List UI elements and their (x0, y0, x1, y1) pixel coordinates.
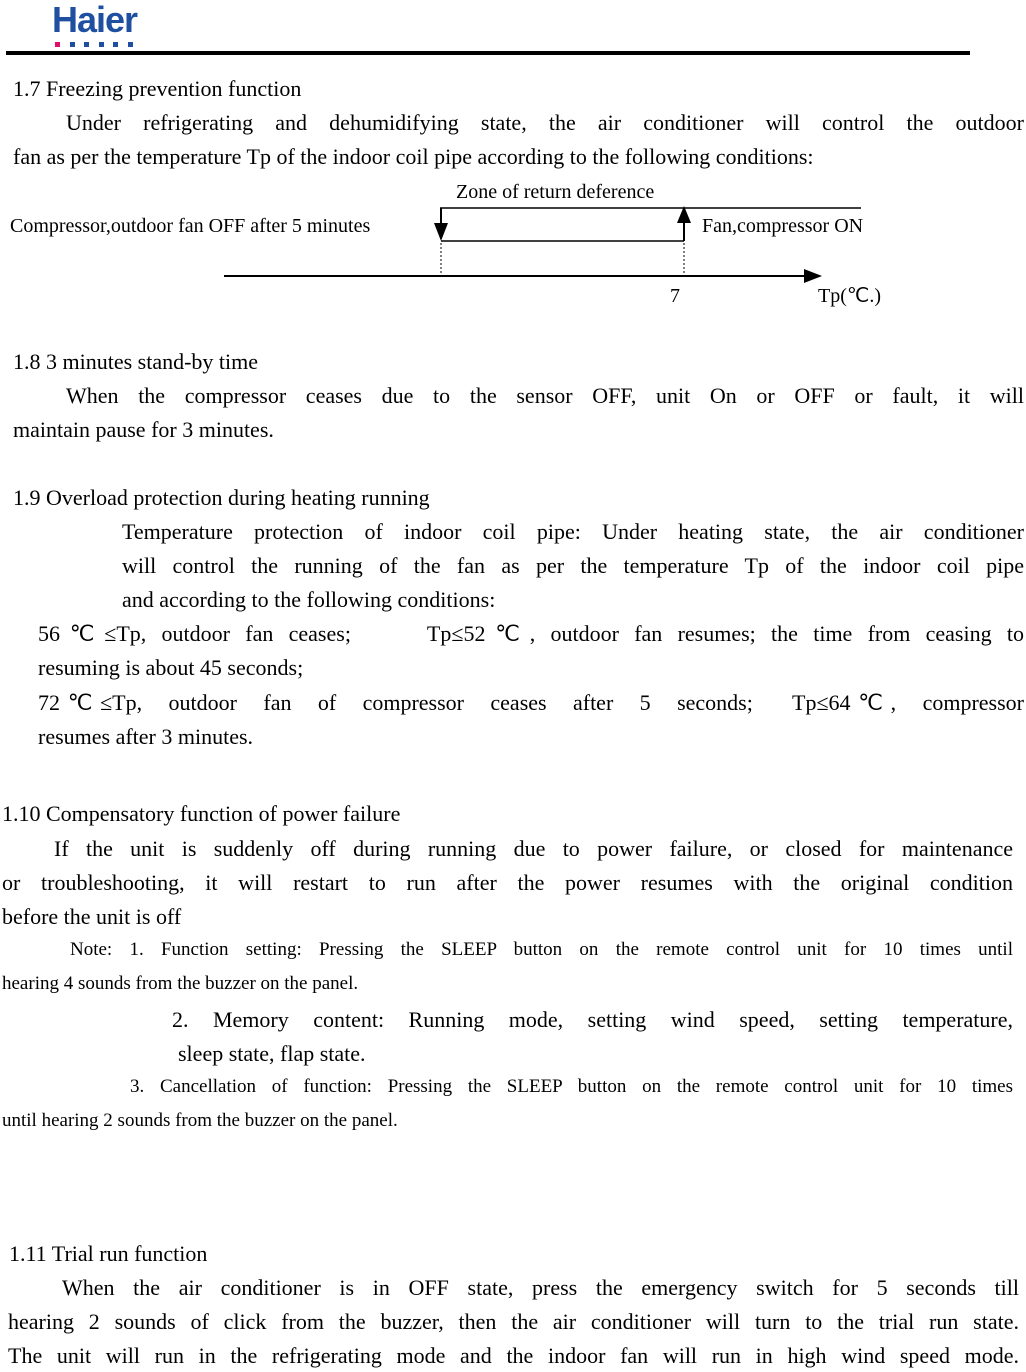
section-1-7-text-line: Under refrigerating and dehumidifying state, the air conditioner will control the outdoor (66, 110, 1024, 135)
note-1-line: Note: 1. Function setting: Pressing the SLEEP button on the remote control unit for 10 times until (70, 939, 1013, 960)
brand-dot (113, 42, 118, 47)
zone-label: Zone of return deference (456, 181, 655, 203)
section-1-10-text-line: If the unit is suddenly off during running due to power failure, or closed for maintenance (54, 836, 1013, 861)
section-1-11-text-line: The unit will run in the refrigerating mode and the indoor fan will run in high wind speed mode. (8, 1343, 1019, 1368)
section-1-8-text-line: maintain pause for 3 minutes. (13, 417, 274, 442)
header-rule (6, 51, 970, 55)
on-label: Fan,compressor ON (702, 215, 864, 237)
tp-axis-arrow (804, 269, 822, 283)
section-1-9-text-line: Temperature protection of indoor coil pipe: Under heating state, the air conditioner (122, 519, 1024, 544)
section-1-9-condition-line: 56℃≤Tp, outdoor fan ceases; Tp≤52℃, outdoor fan resumes; the time from ceasing to (38, 621, 1024, 646)
section-1-9-condition-line: resumes after 3 minutes. (38, 724, 254, 749)
brand-dot (55, 42, 60, 47)
brand-logo (52, 2, 137, 47)
brand-dots (55, 42, 137, 47)
section-1-8-text-line: When the compressor ceases due to the sensor OFF, unit On or OFF or fault, it will (66, 383, 1024, 408)
section-1-9-title: 1.9 Overload protection during heating running (13, 485, 430, 510)
threshold-label: 7 (670, 285, 680, 307)
section-1-9-text-line: and according to the following conditions: (122, 587, 496, 612)
section-1-9-condition-line: resuming is about 45 seconds; (38, 655, 304, 680)
section-1-11-text-line: hearing 2 sounds of click from the buzzer, then the air conditioner will turn to the trial run state. (8, 1309, 1019, 1334)
note-2-line: 2. Memory content: Running mode, setting wind speed, setting temperature, (172, 1007, 1013, 1032)
off-label: Compressor,outdoor fan OFF after 5 minutes (10, 215, 371, 237)
section-1-11-title: 1.11 Trial run function (9, 1241, 208, 1266)
brand-dot (84, 42, 89, 47)
section-1-7-text-line: fan as per the temperature Tp of the indoor coil pipe according to the following conditions: (13, 144, 814, 169)
section-1-10-text-line: or troubleshooting, it will restart to run after the power resumes with the original condition (2, 870, 1013, 895)
off-arrow-head (434, 223, 448, 241)
section-1-10-title: 1.10 Compensatory function of power failure (2, 801, 401, 826)
section-1-10-text-line: before the unit is off (2, 904, 182, 929)
section-1-11-text-line: When the air conditioner is in OFF state, press the emergency switch for 5 seconds till (62, 1275, 1019, 1300)
freezing-prevention-diagram (0, 175, 1026, 315)
section-1-9-condition-line: 72℃≤Tp, outdoor fan of compressor ceases after 5 seconds; Tp≤64℃, compressor (38, 690, 1024, 715)
section-1-9-text-line: will control the running of the fan as per the temperature Tp of the indoor coil pipe (122, 553, 1024, 578)
note-2-line: sleep state, flap state. (178, 1041, 366, 1066)
note-3-line: 3. Cancellation of function: Pressing the SLEEP button on the remote control unit for 10 times (130, 1076, 1013, 1097)
section-1-7-title: 1.7 Freezing prevention function (13, 76, 302, 101)
note-1-line: hearing 4 sounds from the buzzer on the panel. (2, 973, 359, 994)
brand-dot (99, 42, 104, 47)
axis-label: Tp(℃.) (818, 285, 881, 307)
brand-dot (70, 42, 75, 47)
brand-dot (128, 42, 133, 47)
brand-name: Haier (52, 0, 138, 40)
note-3-line: until hearing 2 sounds from the buzzer on the panel. (2, 1110, 398, 1131)
section-1-8-title: 1.8 3 minutes stand-by time (13, 349, 259, 374)
